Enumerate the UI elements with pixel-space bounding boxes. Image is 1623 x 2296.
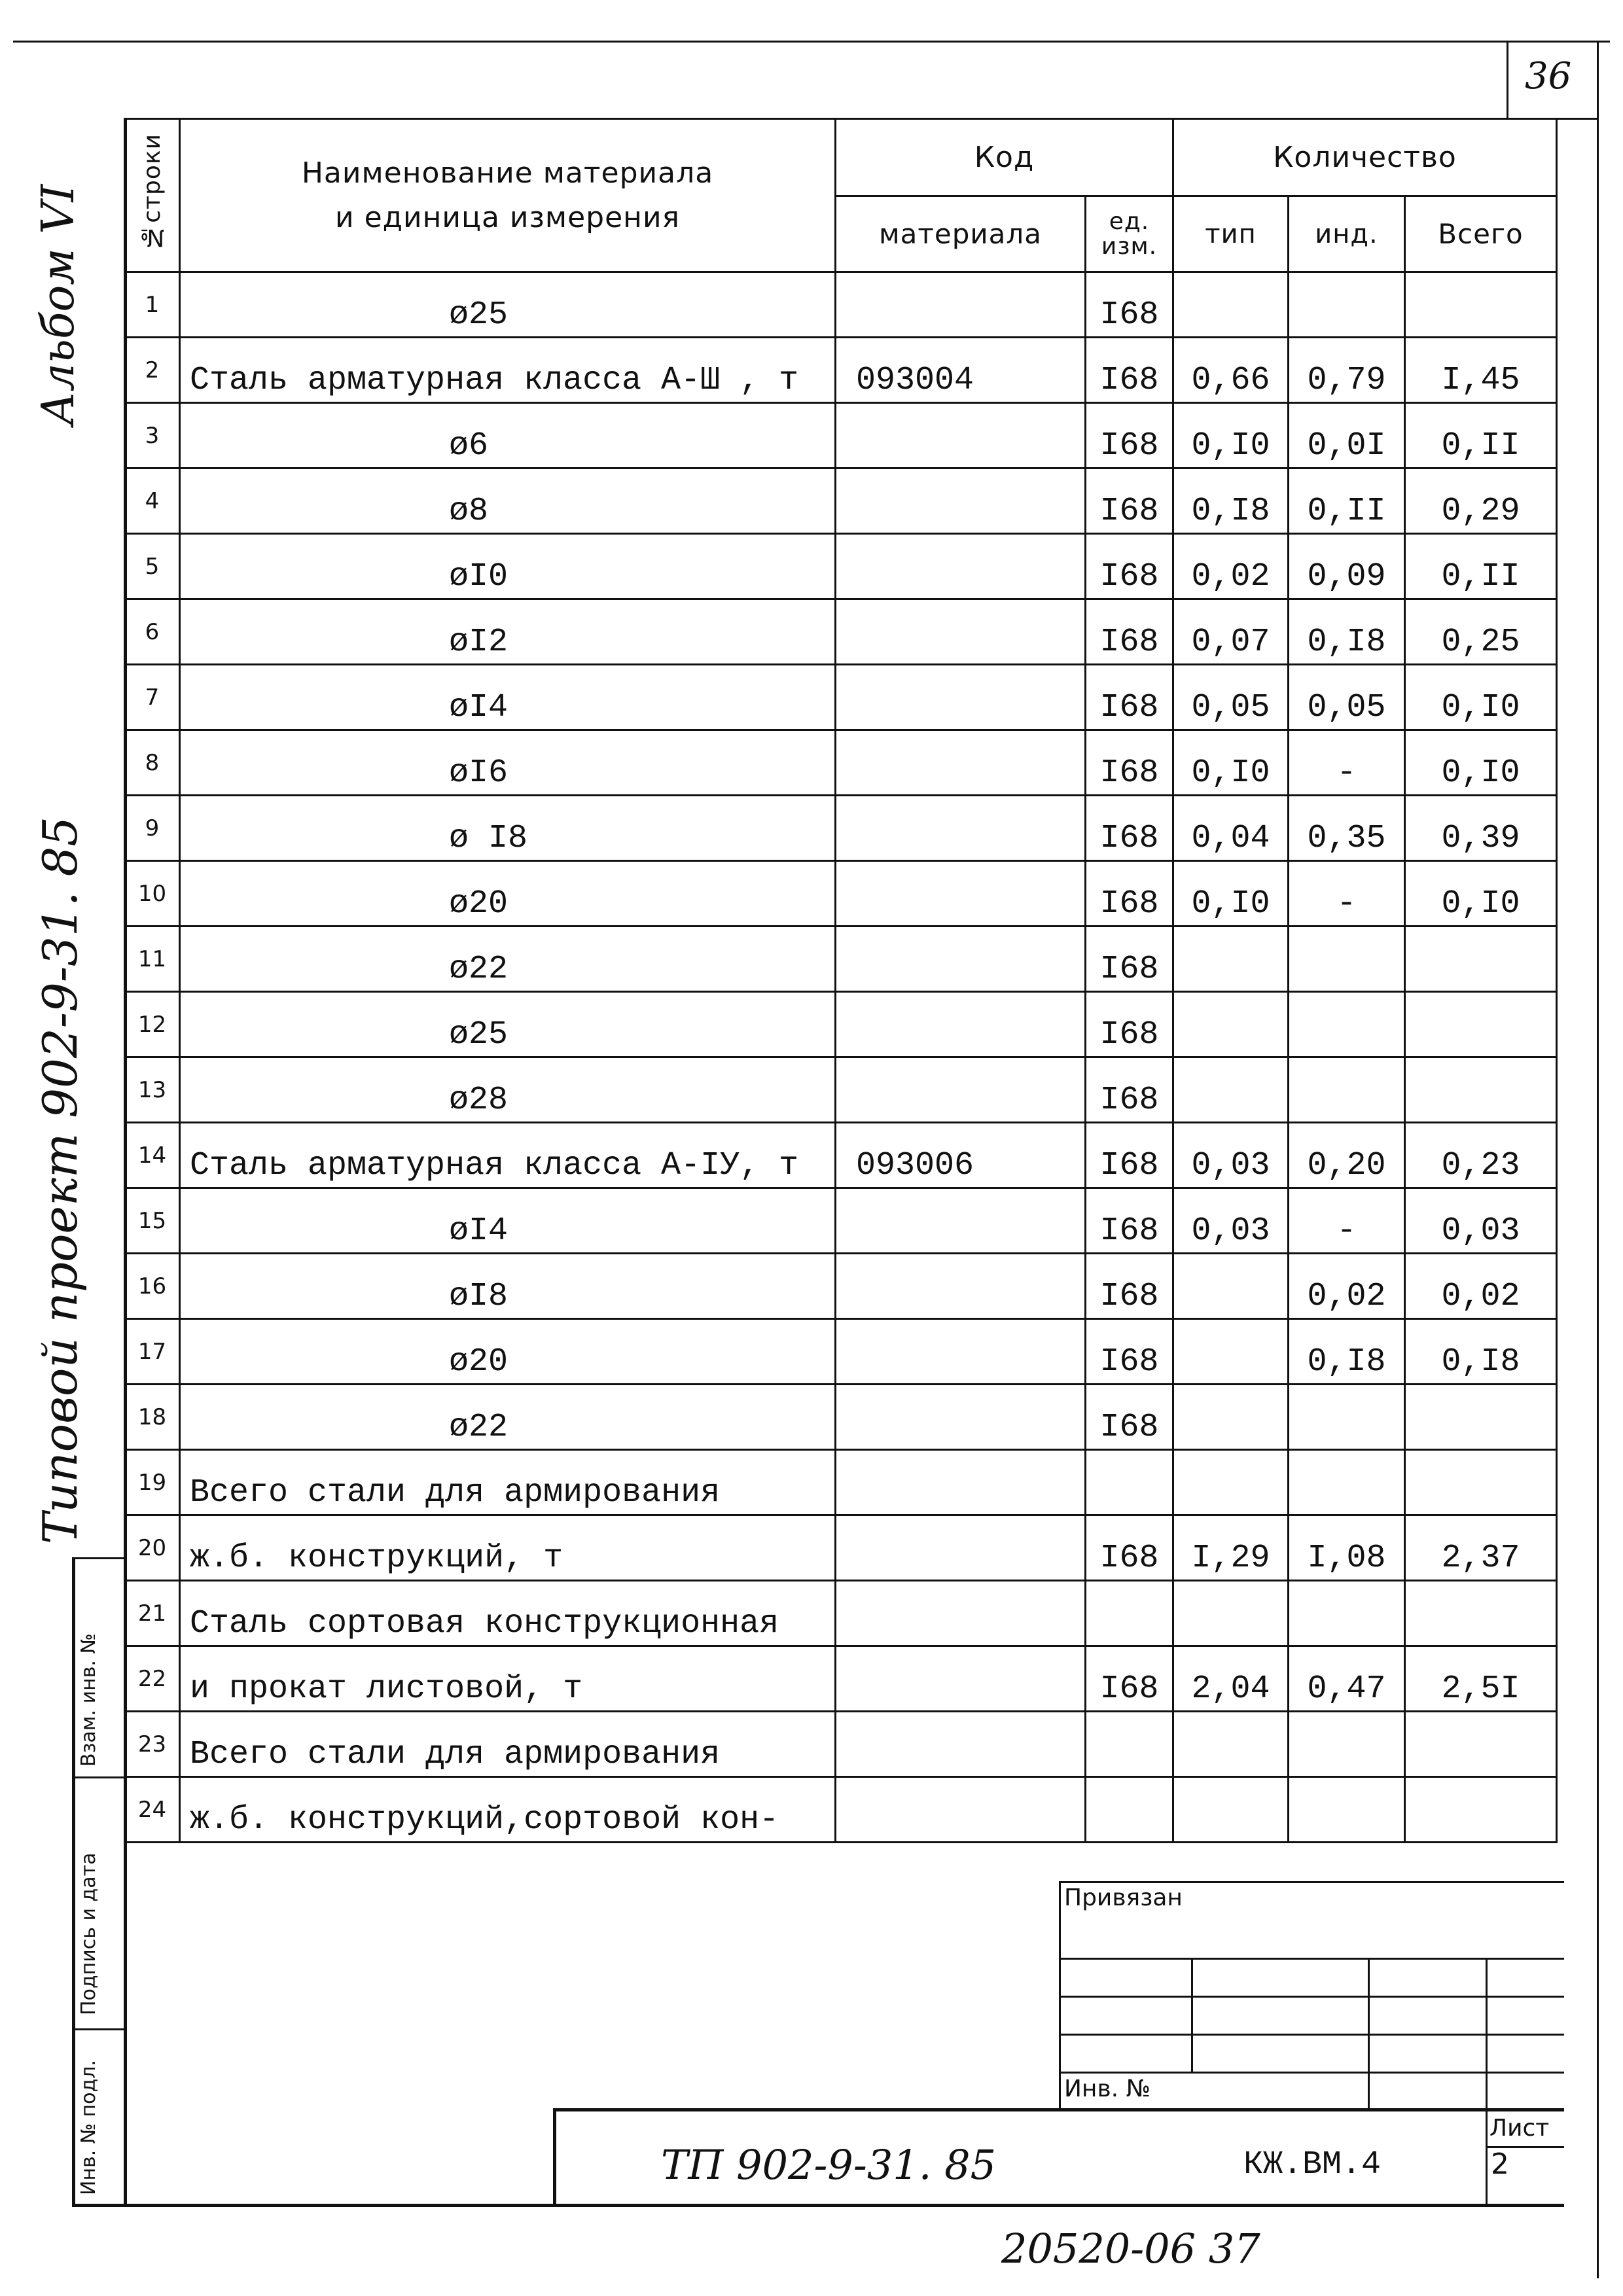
- material-name: ø20: [180, 861, 836, 927]
- quantity-total: I,45: [1405, 338, 1557, 403]
- ind-header: инд.: [1289, 196, 1405, 272]
- row-number: 16: [125, 1254, 180, 1319]
- table-row: [125, 665, 1557, 730]
- material-code: [836, 1385, 1086, 1450]
- material-name: ø20: [180, 1319, 836, 1385]
- material-name: и прокат листовой, т: [180, 1646, 836, 1712]
- table-row: [125, 272, 1557, 338]
- name-header-line2: и единица измерения: [334, 200, 681, 234]
- row-number: 8: [125, 730, 180, 796]
- tb-col-2: [1368, 1958, 1370, 2108]
- material-code: [836, 1646, 1086, 1712]
- quantity-total: 0,I8: [1405, 1319, 1557, 1385]
- quantity-tip: [1173, 992, 1289, 1057]
- unit-code: I68: [1086, 861, 1173, 927]
- album-title: Альбом VI: [33, 184, 84, 425]
- unit-code: I68: [1086, 1254, 1173, 1319]
- row-number: 15: [125, 1188, 180, 1254]
- material-name: ø8: [180, 468, 836, 534]
- quantity-total: 0,25: [1405, 599, 1557, 665]
- quantity-total: 0,29: [1405, 468, 1557, 534]
- row-number: 21: [125, 1581, 180, 1646]
- quantity-ind: [1289, 1450, 1405, 1515]
- quantity-total: [1405, 1777, 1557, 1843]
- unit-code: I68: [1086, 534, 1173, 599]
- row-number: 18: [125, 1385, 180, 1450]
- unit-header: [1086, 196, 1173, 272]
- table-row: [125, 1123, 1557, 1188]
- table-row: [125, 534, 1557, 599]
- table-row: [125, 1777, 1557, 1843]
- quantity-ind: 0,79: [1289, 338, 1405, 403]
- table-row: [125, 796, 1557, 861]
- unit-code: I68: [1086, 927, 1173, 992]
- stamp-divider-3: [72, 2028, 124, 2030]
- quantity-total: [1405, 1712, 1557, 1777]
- total-header: Всего: [1405, 196, 1557, 272]
- tip-header: тип: [1173, 196, 1289, 272]
- quantity-ind: 0,0I: [1289, 403, 1405, 468]
- privyazan-label: Привязан: [1064, 1884, 1183, 1911]
- material-name: øI6: [180, 730, 836, 796]
- table-row: [125, 992, 1557, 1057]
- material-name: øI2: [180, 599, 836, 665]
- quantity-total: [1405, 1385, 1557, 1450]
- document-code: ТП 902-9-31. 85: [661, 2141, 997, 2189]
- material-code: [836, 861, 1086, 927]
- code-header: Код: [836, 119, 1173, 196]
- row-number: 20: [125, 1515, 180, 1581]
- material-name: øI4: [180, 665, 836, 730]
- material-name: ø I8: [180, 796, 836, 861]
- tb-top-line: [1059, 1881, 1564, 1883]
- quantity-tip: [1173, 1385, 1289, 1450]
- right-frame-line: [1597, 41, 1599, 2278]
- material-name: Всего стали для армирования: [180, 1450, 836, 1515]
- quantity-total: [1405, 1450, 1557, 1515]
- stamp-divider-1: [72, 1557, 124, 1559]
- inv-no-label: Инв. №: [1064, 2075, 1151, 2102]
- quantity-total: 0,I0: [1405, 861, 1557, 927]
- material-code: [836, 534, 1086, 599]
- tb-line-3: [1059, 1996, 1564, 1998]
- table-row: [125, 468, 1557, 534]
- quantity-ind: [1289, 1712, 1405, 1777]
- quantity-header: Количество: [1173, 119, 1557, 196]
- row-number: 5: [125, 534, 180, 599]
- quantity-total: 0,03: [1405, 1188, 1557, 1254]
- quantity-tip: 0,07: [1173, 599, 1289, 665]
- tb-col-1: [1191, 1958, 1193, 2072]
- material-code: [836, 1188, 1086, 1254]
- table-row: [125, 861, 1557, 927]
- unit-code: I68: [1086, 796, 1173, 861]
- material-code: [836, 468, 1086, 534]
- material-name: øI0: [180, 534, 836, 599]
- tb-main-top: [553, 2108, 1564, 2111]
- name-header: [180, 119, 836, 272]
- quantity-ind: 0,II: [1289, 468, 1405, 534]
- material-code: [836, 1319, 1086, 1385]
- table-row: [125, 1581, 1557, 1646]
- quantity-ind: -: [1289, 861, 1405, 927]
- quantity-ind: 0,47: [1289, 1646, 1405, 1712]
- material-name: øI8: [180, 1254, 836, 1319]
- material-code: [836, 1254, 1086, 1319]
- quantity-ind: 0,09: [1289, 534, 1405, 599]
- quantity-ind: [1289, 992, 1405, 1057]
- quantity-ind: 0,I8: [1289, 1319, 1405, 1385]
- quantity-tip: [1173, 1712, 1289, 1777]
- material-code: [836, 599, 1086, 665]
- quantity-ind: [1289, 1057, 1405, 1123]
- quantity-ind: 0,05: [1289, 665, 1405, 730]
- table-row: [125, 338, 1557, 403]
- stamp-vzam-label: Взам. инв. №: [77, 1633, 100, 1767]
- quantity-total: 2,37: [1405, 1515, 1557, 1581]
- tb-line-4: [1059, 2034, 1564, 2036]
- page-number-box-left: [1507, 41, 1508, 119]
- quantity-tip: 0,I8: [1173, 468, 1289, 534]
- quantity-tip: [1173, 1057, 1289, 1123]
- row-number: 19: [125, 1450, 180, 1515]
- quantity-ind: 0,I8: [1289, 599, 1405, 665]
- materials-table: [124, 118, 1558, 1843]
- stamp-divider-2: [72, 1776, 124, 1778]
- row-number: 1: [125, 272, 180, 338]
- row-number: 6: [125, 599, 180, 665]
- material-name: ø6: [180, 403, 836, 468]
- row-number: 7: [125, 665, 180, 730]
- stamp-podpis-label: Подпись и дата: [77, 1852, 100, 2015]
- quantity-total: 0,I0: [1405, 665, 1557, 730]
- table-row: [125, 1515, 1557, 1581]
- unit-header-line2: изм.: [1101, 232, 1158, 260]
- footer-number: 20520-06 37: [1001, 2225, 1260, 2272]
- table-row: [125, 403, 1557, 468]
- unit-code: [1086, 1450, 1173, 1515]
- quantity-ind: [1289, 1581, 1405, 1646]
- unit-code: I68: [1086, 665, 1173, 730]
- sheet-number: 2: [1491, 2147, 1509, 2181]
- table-row: [125, 1646, 1557, 1712]
- row-number: 11: [125, 927, 180, 992]
- quantity-ind: -: [1289, 1188, 1405, 1254]
- row-number: 22: [125, 1646, 180, 1712]
- material-code: [836, 1777, 1086, 1843]
- quantity-ind: 0,02: [1289, 1254, 1405, 1319]
- material-name: ø28: [180, 1057, 836, 1123]
- quantity-ind: [1289, 1385, 1405, 1450]
- quantity-tip: [1173, 927, 1289, 992]
- tb-line-5: [1059, 2072, 1564, 2074]
- quantity-ind: 0,35: [1289, 796, 1405, 861]
- material-name: Всего стали для армирования: [180, 1712, 836, 1777]
- unit-code: I68: [1086, 403, 1173, 468]
- quantity-ind: I,08: [1289, 1515, 1405, 1581]
- unit-code: I68: [1086, 1646, 1173, 1712]
- top-border-line: [13, 41, 1610, 43]
- table-row: [125, 1385, 1557, 1450]
- tb-main-left: [553, 2108, 556, 2205]
- table-row: [125, 1712, 1557, 1777]
- unit-code: I68: [1086, 272, 1173, 338]
- quantity-tip: 0,I0: [1173, 403, 1289, 468]
- material-code: [836, 272, 1086, 338]
- material-name: Сталь арматурная класса А-Ш , т: [180, 338, 836, 403]
- row-number: 10: [125, 861, 180, 927]
- quantity-tip: [1173, 272, 1289, 338]
- quantity-total: 0,II: [1405, 534, 1557, 599]
- quantity-total: 0,II: [1405, 403, 1557, 468]
- quantity-tip: 0,03: [1173, 1123, 1289, 1188]
- row-no-header: №строки: [125, 119, 180, 272]
- table-row: [125, 1057, 1557, 1123]
- tb-line-2: [1059, 1958, 1564, 1960]
- unit-code: I68: [1086, 1385, 1173, 1450]
- quantity-total: [1405, 1057, 1557, 1123]
- quantity-tip: 0,I0: [1173, 861, 1289, 927]
- table-row: [125, 927, 1557, 992]
- row-number: 13: [125, 1057, 180, 1123]
- quantity-tip: [1173, 1319, 1289, 1385]
- row-number: 24: [125, 1777, 180, 1843]
- quantity-tip: 0,04: [1173, 796, 1289, 861]
- table-row: [125, 730, 1557, 796]
- material-code: [836, 403, 1086, 468]
- row-number: 14: [125, 1123, 180, 1188]
- quantity-ind: [1289, 927, 1405, 992]
- unit-code: I68: [1086, 992, 1173, 1057]
- quantity-tip: 0,05: [1173, 665, 1289, 730]
- row-number: 23: [125, 1712, 180, 1777]
- table-row: [125, 1188, 1557, 1254]
- unit-code: I68: [1086, 338, 1173, 403]
- table-row: [125, 1450, 1557, 1515]
- unit-code: I68: [1086, 1319, 1173, 1385]
- material-name: ж.б. конструкций,сортовой кон-: [180, 1777, 836, 1843]
- tb-col-3: [1486, 1958, 1488, 2204]
- row-number: 2: [125, 338, 180, 403]
- material-code: [836, 1712, 1086, 1777]
- quantity-ind: [1289, 272, 1405, 338]
- unit-code: I68: [1086, 1123, 1173, 1188]
- material-name: ø22: [180, 1385, 836, 1450]
- quantity-tip: 0,03: [1173, 1188, 1289, 1254]
- row-number: 9: [125, 796, 180, 861]
- material-header: материала: [836, 196, 1086, 272]
- material-name: ø22: [180, 927, 836, 992]
- quantity-ind: 0,20: [1289, 1123, 1405, 1188]
- material-name: Сталь сортовая конструкционная: [180, 1581, 836, 1646]
- material-code: [836, 1515, 1086, 1581]
- material-name: ø25: [180, 992, 836, 1057]
- material-code: [836, 992, 1086, 1057]
- quantity-tip: [1173, 1777, 1289, 1843]
- table-body: [125, 272, 1557, 1843]
- unit-header-line1: ед.: [1109, 207, 1150, 235]
- unit-code: [1086, 1581, 1173, 1646]
- unit-code: I68: [1086, 468, 1173, 534]
- row-number: 4: [125, 468, 180, 534]
- row-number: 17: [125, 1319, 180, 1385]
- quantity-tip: 0,66: [1173, 338, 1289, 403]
- unit-code: I68: [1086, 1188, 1173, 1254]
- quantity-total: [1405, 927, 1557, 992]
- quantity-total: 2,5I: [1405, 1646, 1557, 1712]
- material-code: 093006: [836, 1123, 1086, 1188]
- quantity-tip: [1173, 1450, 1289, 1515]
- quantity-tip: 0,02: [1173, 534, 1289, 599]
- unit-code: I68: [1086, 730, 1173, 796]
- quantity-total: 0,23: [1405, 1123, 1557, 1188]
- material-code: [836, 927, 1086, 992]
- stamp-column-left: [72, 1557, 75, 2205]
- unit-code: [1086, 1777, 1173, 1843]
- table-row: [125, 1254, 1557, 1319]
- table-row: [125, 1319, 1557, 1385]
- material-name: øI4: [180, 1188, 836, 1254]
- material-code: [836, 796, 1086, 861]
- unit-code: I68: [1086, 1057, 1173, 1123]
- page-number: 36: [1525, 55, 1572, 97]
- quantity-tip: I,29: [1173, 1515, 1289, 1581]
- quantity-tip: 2,04: [1173, 1646, 1289, 1712]
- quantity-total: 0,39: [1405, 796, 1557, 861]
- project-title: Типовой проект 902-9-31. 85: [33, 816, 88, 1544]
- material-code: [836, 1450, 1086, 1515]
- table-row: [125, 599, 1557, 665]
- material-code: 093004: [836, 338, 1086, 403]
- quantity-ind: -: [1289, 730, 1405, 796]
- row-number: 12: [125, 992, 180, 1057]
- quantity-total: [1405, 992, 1557, 1057]
- material-name: Сталь арматурная класса А-IУ, т: [180, 1123, 836, 1188]
- stamp-inv-podl-label: Инв. № подл.: [77, 2060, 100, 2195]
- material-code: [836, 730, 1086, 796]
- unit-code: I68: [1086, 1515, 1173, 1581]
- quantity-ind: [1289, 1777, 1405, 1843]
- row-number: 3: [125, 403, 180, 468]
- material-name: ø25: [180, 272, 836, 338]
- header-row-1: [125, 119, 1557, 196]
- quantity-total: [1405, 1581, 1557, 1646]
- drawing-mark: КЖ.ВМ.4: [1243, 2146, 1382, 2183]
- material-code: [836, 1581, 1086, 1646]
- quantity-tip: [1173, 1254, 1289, 1319]
- quantity-tip: 0,I0: [1173, 730, 1289, 796]
- tb-left-line: [1059, 1881, 1061, 2108]
- unit-code: I68: [1086, 599, 1173, 665]
- material-code: [836, 1057, 1086, 1123]
- quantity-total: 0,02: [1405, 1254, 1557, 1319]
- stamp-bottom: [72, 2204, 1564, 2207]
- name-header-line1: Наименование материала: [301, 156, 714, 190]
- unit-code: [1086, 1712, 1173, 1777]
- quantity-total: [1405, 272, 1557, 338]
- quantity-total: 0,I0: [1405, 730, 1557, 796]
- material-code: [836, 665, 1086, 730]
- sheet-label: Лист: [1489, 2115, 1550, 2142]
- quantity-tip: [1173, 1581, 1289, 1646]
- material-name: ж.б. конструкций, т: [180, 1515, 836, 1581]
